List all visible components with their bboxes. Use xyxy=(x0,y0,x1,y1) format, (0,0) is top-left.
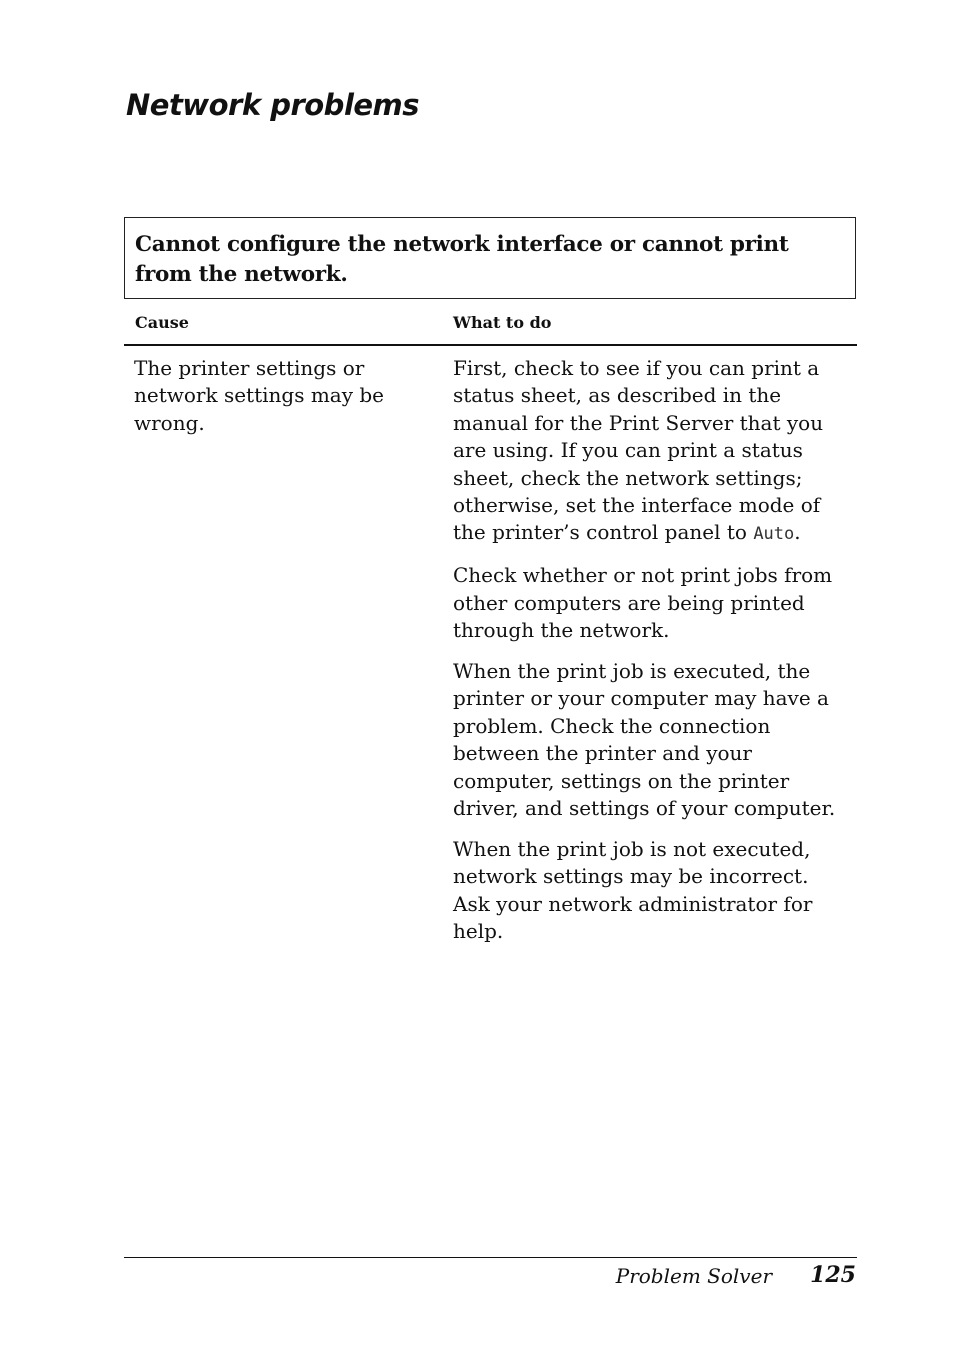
page-number: 125 xyxy=(810,1262,856,1288)
footer-section-title: Problem Solver xyxy=(615,1264,772,1288)
solution-paragraph-3: When the print job is executed, the printer or your computer may have a problem. Check the connection between the printer and your computer, settings on the printer driver, and settings of your computer. xyxy=(453,659,836,821)
page-title: Network problems xyxy=(126,88,420,122)
solution-1-text: First, check to see if you can print a status sheet, as described in the manual for the Print Server that you are using. If you can print a status sheet, check the network settings; otherwise, set the interface mode of the printer’s control panel to xyxy=(453,356,824,545)
auto-setting-value: Auto xyxy=(753,524,795,545)
what-to-do-cell xyxy=(453,355,851,959)
footer-rule xyxy=(124,1257,857,1258)
column-header-cause: Cause xyxy=(135,313,189,332)
solution-1-end: . xyxy=(794,520,801,545)
solution-paragraph-1 xyxy=(453,355,851,549)
problem-statement: Cannot configure the network interface or cannot print from the network. xyxy=(135,232,789,287)
solution-paragraph-4: When the print job is not executed, network settings may be incorrect. Ask your network administrator for help. xyxy=(453,837,813,944)
problem-box xyxy=(124,217,856,299)
column-header-what-to-do: What to do xyxy=(453,313,552,332)
cause-cell: The printer settings or network settings may be wrong. xyxy=(134,356,385,435)
table-header-rule xyxy=(124,344,857,346)
solution-paragraph-2: Check whether or not print jobs from other computers are being printed through the network. xyxy=(453,563,833,643)
